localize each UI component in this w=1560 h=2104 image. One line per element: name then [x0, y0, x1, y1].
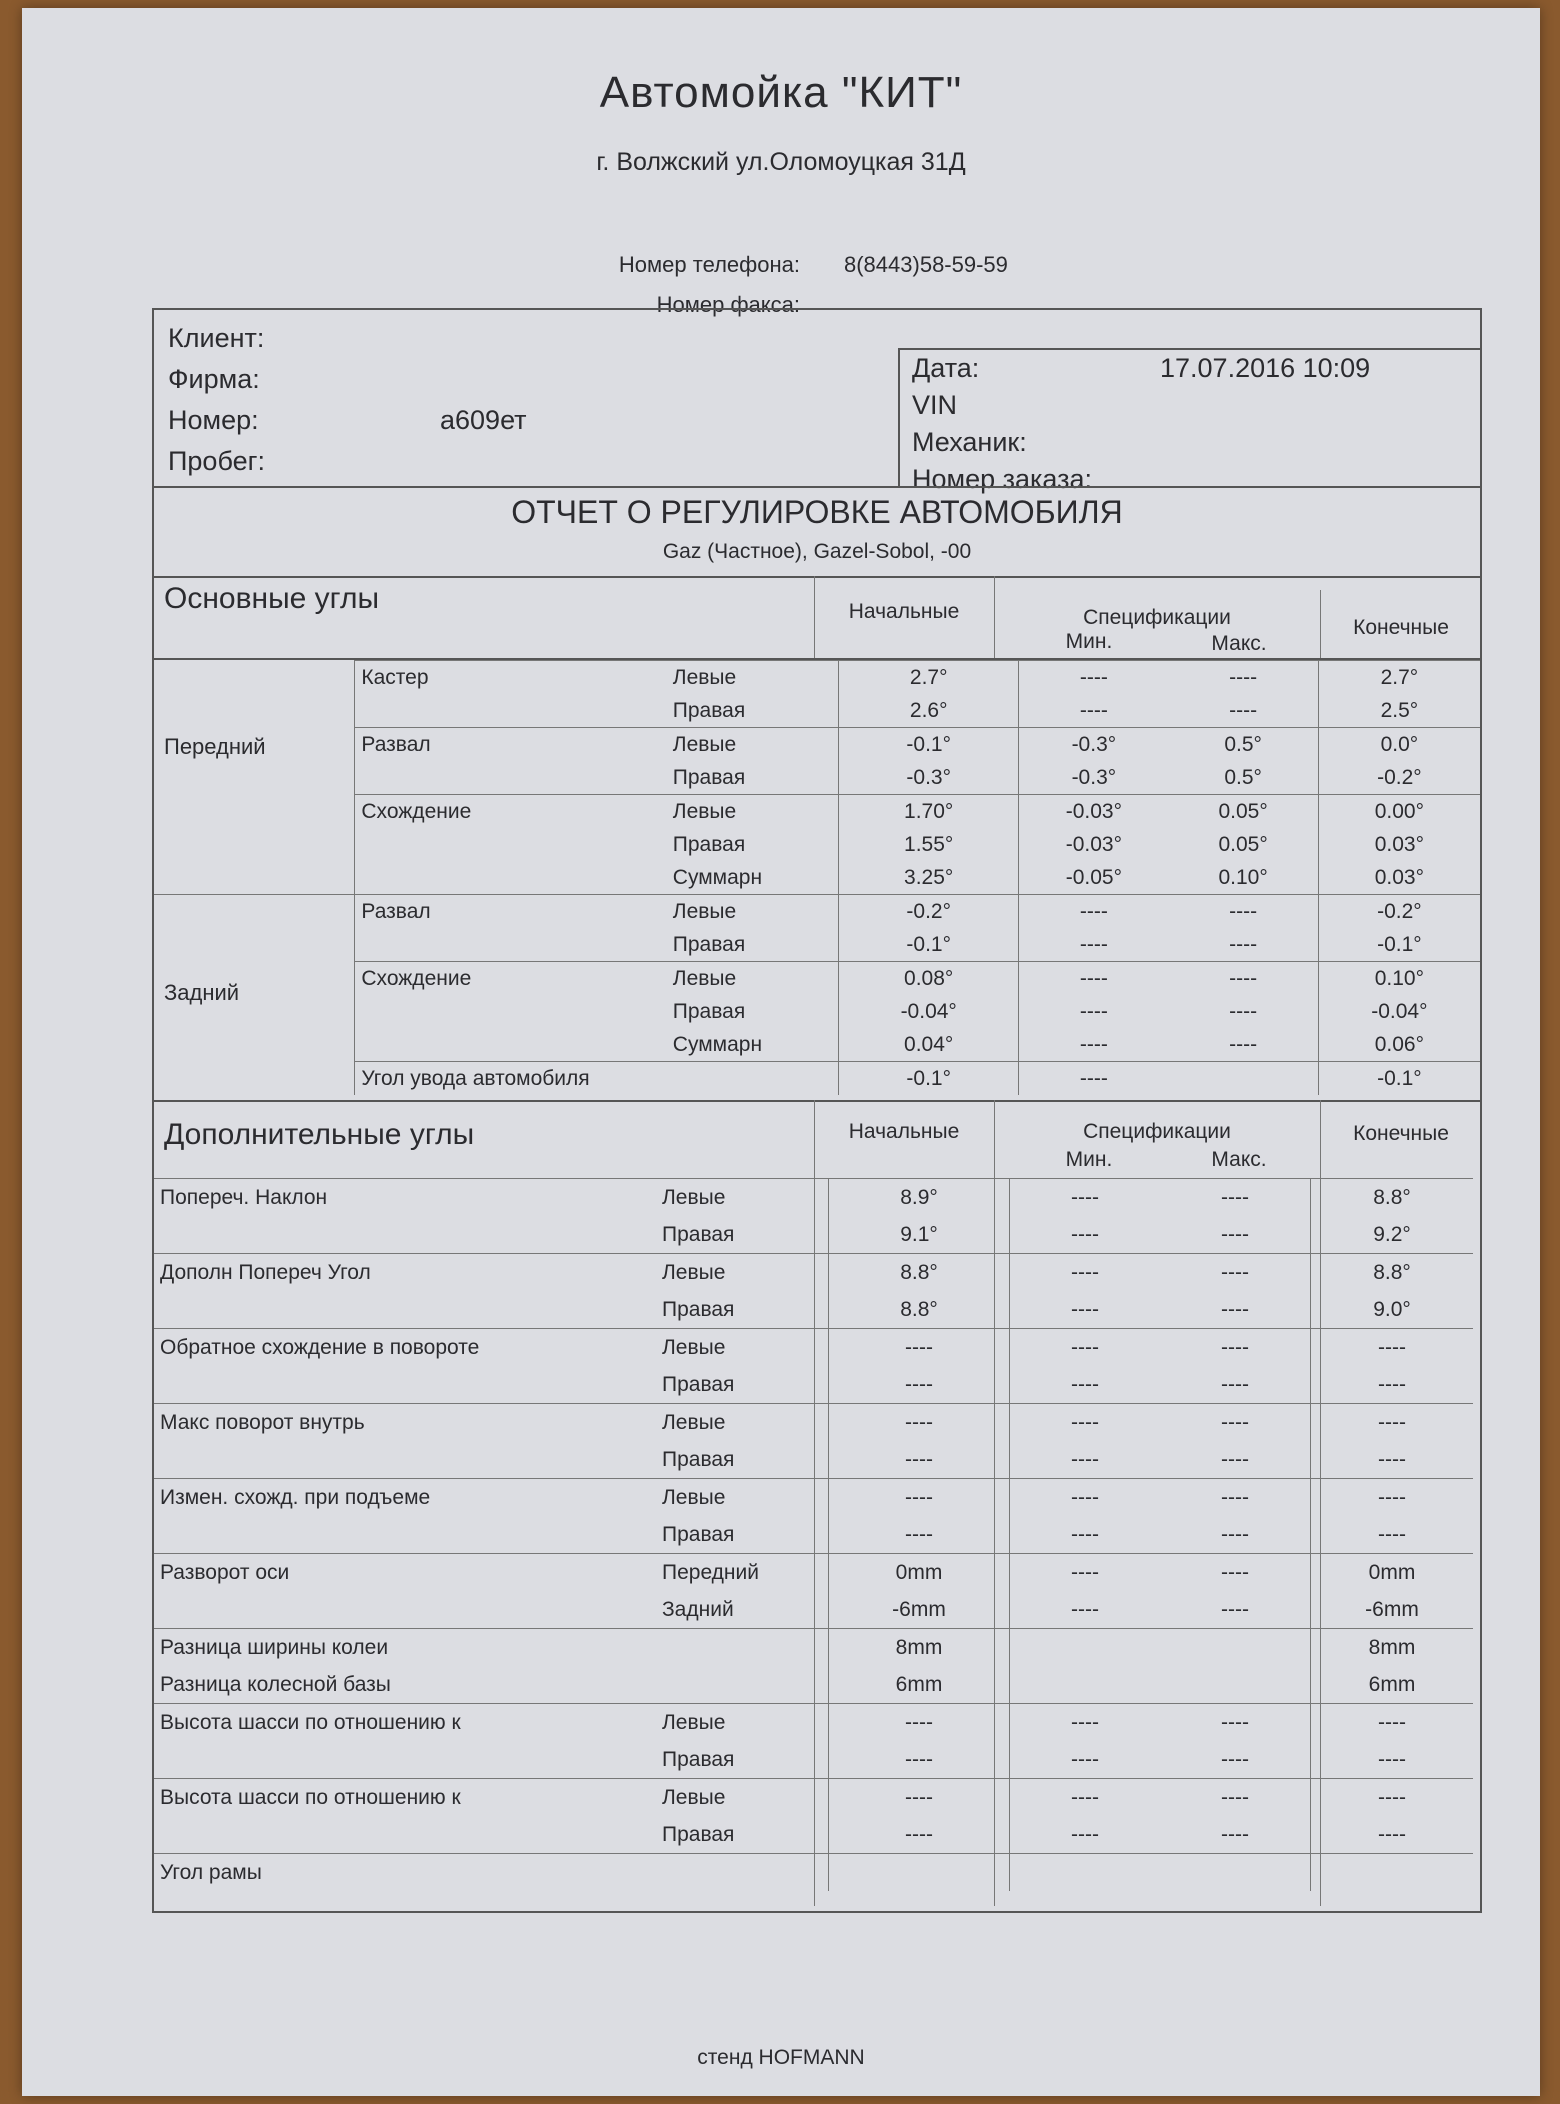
group-cell [154, 962, 355, 996]
initial-value: ---- [829, 1366, 1010, 1404]
spec-max-value: ---- [1160, 1291, 1311, 1329]
table-row [154, 1028, 1480, 1062]
table-row [154, 995, 1480, 1028]
final-value: ---- [1378, 1823, 1406, 1846]
final-value: ---- [1311, 1329, 1474, 1367]
spec-max-value: ---- [1169, 928, 1319, 962]
side-label [667, 1062, 839, 1096]
initial-value: ---- [829, 1516, 1010, 1554]
table-row [154, 1254, 1473, 1292]
spec-max-value: ---- [1160, 1516, 1311, 1554]
angle-name: Схождение [355, 795, 667, 829]
final-value [1311, 1854, 1474, 1892]
angle-name [154, 1516, 656, 1554]
extra-col-initial-header: Начальные [848, 1120, 960, 1143]
table-row [154, 1704, 1473, 1742]
spec-min-value [1010, 1854, 1161, 1892]
final-value: ---- [1378, 1448, 1406, 1471]
final-value: 2.7° [1318, 661, 1480, 695]
angle-name: Дополн Попереч Угол [154, 1254, 656, 1292]
side-label: Левые [667, 728, 839, 762]
spec-min-value [1010, 1666, 1161, 1704]
col-final-header: Конечные [1353, 616, 1449, 639]
side-label: Правая [667, 828, 839, 861]
extra-angles-table [154, 1178, 1473, 1891]
table-row [154, 728, 1480, 762]
spec-max-value: ---- [1160, 1179, 1311, 1217]
initial-value: ---- [829, 1741, 1010, 1779]
table-row [154, 962, 1480, 996]
extra-col-max-header: Макс. [1211, 1148, 1267, 1171]
table-row [154, 1291, 1473, 1329]
spec-min-value: ---- [1019, 895, 1169, 929]
angle-name: Угол увода автомобиля [355, 1062, 667, 1096]
spec-min-value: ---- [1010, 1404, 1161, 1442]
angle-name: Попереч. Наклон [154, 1179, 656, 1217]
spec-min-value: ---- [1010, 1479, 1161, 1517]
table-row [154, 1591, 1473, 1629]
table-row [154, 1441, 1473, 1479]
spec-max-value: ---- [1160, 1554, 1311, 1592]
angle-name: Угол рамы [154, 1854, 656, 1892]
spec-max-value: ---- [1160, 1441, 1311, 1479]
angle-name [154, 1291, 656, 1329]
spec-max-value: ---- [1160, 1591, 1311, 1629]
initial-value: ---- [829, 1441, 1010, 1479]
spec-min-value: ---- [1079, 699, 1108, 722]
angle-name [154, 1816, 656, 1854]
table-row [154, 1854, 1473, 1892]
table-row [154, 1329, 1473, 1367]
table-row [154, 761, 1480, 795]
angle-name [355, 761, 667, 795]
table-row [154, 895, 1480, 929]
table-row [154, 1179, 1473, 1217]
spec-max-value: ---- [1169, 694, 1319, 728]
side-label: Левые [667, 962, 839, 996]
angle-name [154, 1441, 656, 1479]
spec-max-value: ---- [1160, 1366, 1311, 1404]
main-section-title: Основные углы [164, 582, 380, 615]
initial-value: 8.8° [829, 1291, 1010, 1329]
mechanic-label: Механик: [912, 427, 1027, 457]
table-row [154, 1741, 1473, 1779]
group-cell [154, 1062, 355, 1096]
initial-value: -6mm [829, 1591, 1010, 1629]
spec-min-value: ---- [1010, 1554, 1161, 1592]
final-value: -0.1° [1318, 1062, 1480, 1096]
final-value: 8mm [1311, 1629, 1474, 1667]
final-value: 0mm [1311, 1554, 1474, 1592]
client-info [168, 318, 527, 482]
vin-label: VIN [912, 390, 958, 420]
order-info [898, 348, 1482, 494]
final-value: -0.2° [1318, 895, 1480, 929]
extra-col-final-header: Конечные [1353, 1122, 1449, 1145]
initial-value: -0.2° [839, 895, 1019, 929]
col-spec-header: Спецификации [1083, 606, 1231, 629]
order-label: Номер заказа: [912, 464, 1093, 494]
initial-value: ---- [829, 1779, 1010, 1817]
spec-min-value: ---- [1071, 1448, 1099, 1471]
final-value: 0.03° [1374, 833, 1425, 856]
side-label: Суммарн [667, 861, 839, 895]
table-row [154, 1629, 1473, 1667]
angle-name [154, 1366, 656, 1404]
firm-label: Фирма: [168, 364, 260, 394]
date-value: 17.07.2016 10:09 [1160, 353, 1371, 383]
side-label: Левые [656, 1779, 829, 1817]
divider [154, 486, 1480, 488]
angle-name [355, 1028, 667, 1062]
side-label: Правая [667, 694, 839, 728]
side-label [656, 1629, 829, 1667]
initial-value: 1.70° [839, 795, 1019, 829]
spec-min-value: ---- [1010, 1254, 1161, 1292]
col-initial-header: Начальные [848, 600, 960, 623]
initial-value: 6mm [829, 1666, 1010, 1704]
initial-value: 9.1° [829, 1216, 1010, 1254]
initial-value: ---- [829, 1404, 1010, 1442]
client-label: Клиент: [168, 323, 265, 353]
initial-value: -0.1° [839, 928, 1019, 962]
final-value: ---- [1378, 1373, 1406, 1396]
angle-name: Схождение [355, 962, 667, 996]
divider [154, 1100, 1480, 1102]
final-value: -6mm [1365, 1598, 1419, 1621]
spec-max-value: ---- [1169, 661, 1319, 695]
spec-min-value: -0.3° [1019, 728, 1169, 762]
side-label: Правая [667, 761, 839, 795]
spec-min-value: ---- [1071, 1823, 1099, 1846]
final-value: ---- [1311, 1404, 1474, 1442]
spec-min-value: ---- [1079, 1033, 1108, 1056]
spec-min-value: ---- [1079, 1000, 1108, 1023]
table-row [154, 1062, 1480, 1096]
spec-max-value [1160, 1666, 1311, 1704]
final-value: 0.10° [1318, 962, 1480, 996]
spec-min-value: -0.05° [1065, 866, 1122, 889]
angle-name [154, 1591, 656, 1629]
report-frame [152, 308, 1482, 1913]
side-label: Передний [656, 1554, 829, 1592]
spec-max-value: 0.5° [1169, 728, 1319, 762]
group-cell [154, 761, 355, 795]
spec-min-value: -0.03° [1065, 833, 1122, 856]
final-value: 9.2° [1373, 1223, 1411, 1246]
final-value: ---- [1311, 1779, 1474, 1817]
group-cell [154, 795, 355, 829]
final-value: ---- [1311, 1704, 1474, 1742]
final-value: ---- [1378, 1523, 1406, 1546]
spec-min-value: ---- [1071, 1598, 1099, 1621]
final-value: -0.2° [1377, 766, 1422, 789]
spec-max-value: ---- [1160, 1741, 1311, 1779]
spec-max-value: 0.10° [1169, 861, 1319, 895]
table-row [154, 1554, 1473, 1592]
side-label [656, 1854, 829, 1892]
side-label: Левые [656, 1254, 829, 1292]
side-label: Правая [656, 1366, 829, 1404]
angle-name [355, 861, 667, 895]
angle-name: Разница ширины колеи [154, 1629, 656, 1667]
angle-name: Обратное схождение в повороте [154, 1329, 656, 1367]
angle-name [355, 694, 667, 728]
date-label: Дата: [912, 353, 980, 383]
group-cell [154, 828, 355, 861]
side-label: Левые [667, 795, 839, 829]
side-label: Левые [656, 1179, 829, 1217]
angle-name: Высота шасси по отношению к [154, 1779, 656, 1817]
initial-value: 8.8° [829, 1254, 1010, 1292]
group-cell [154, 728, 355, 762]
spec-max-value [1160, 1854, 1311, 1892]
spec-max-value: ---- [1169, 895, 1319, 929]
side-label: Правая [656, 1816, 829, 1854]
spec-min-value: ---- [1010, 1779, 1161, 1817]
spec-max-value [1169, 1062, 1319, 1096]
spec-max-value: ---- [1160, 1216, 1311, 1254]
spec-min-value: ---- [1071, 1298, 1099, 1321]
table-row [154, 928, 1480, 962]
angle-name: Кастер [355, 661, 667, 695]
spec-max-value: ---- [1160, 1779, 1311, 1817]
angle-name [154, 1216, 656, 1254]
spec-max-value: 0.05° [1169, 828, 1319, 861]
divider [154, 576, 1480, 578]
side-label: Левые [656, 1704, 829, 1742]
spec-max-value: ---- [1169, 1028, 1319, 1062]
report-title: ОТЧЕТ О РЕГУЛИРОВКЕ АВТОМОБИЛЯ [511, 494, 1123, 530]
spec-max-value: 0.05° [1169, 795, 1319, 829]
side-label: Правая [656, 1291, 829, 1329]
table-row [154, 795, 1480, 829]
side-label: Суммарн [667, 1028, 839, 1062]
group-cell [154, 995, 355, 1028]
col-max-header: Макс. [1211, 632, 1267, 655]
side-label: Левые [656, 1479, 829, 1517]
spec-max-value: ---- [1169, 995, 1319, 1028]
initial-value: 8mm [829, 1629, 1010, 1667]
mileage-label: Пробег: [168, 446, 265, 476]
final-value: 9.0° [1373, 1298, 1411, 1321]
angle-name: Измен. схожд. при подъеме [154, 1479, 656, 1517]
spec-max-value: ---- [1160, 1816, 1311, 1854]
spec-max-value: ---- [1160, 1479, 1311, 1517]
spec-min-value: ---- [1019, 962, 1169, 996]
spec-max-value [1160, 1629, 1311, 1667]
stand-label: стенд HOFMANN [697, 2046, 865, 2069]
number-value: а609ет [440, 405, 527, 435]
final-value: 0.0° [1318, 728, 1480, 762]
table-row [154, 1816, 1473, 1854]
side-label: Левые [667, 895, 839, 929]
angle-name [355, 928, 667, 962]
front-group-label: Передний [164, 734, 266, 759]
side-label: Правая [656, 1516, 829, 1554]
spec-min-value: ---- [1019, 661, 1169, 695]
initial-value: ---- [829, 1479, 1010, 1517]
extra-col-spec-header: Спецификации [1083, 1120, 1231, 1143]
phone-value: 8(8443)58-59-59 [844, 252, 1008, 277]
table-row [154, 1516, 1473, 1554]
spec-min-value: ---- [1010, 1179, 1161, 1217]
rear-group-label: Задний [164, 980, 240, 1005]
initial-value: 0.04° [839, 1028, 1019, 1062]
angle-name [355, 828, 667, 861]
final-value: 0.03° [1374, 866, 1425, 889]
spec-min-value: ---- [1019, 1062, 1169, 1096]
initial-value: -0.3° [839, 761, 1019, 795]
initial-value: ---- [829, 1816, 1010, 1854]
group-cell [154, 928, 355, 962]
side-label: Правая [656, 1216, 829, 1254]
fax-label: Номер факса: [656, 292, 800, 317]
final-value: ---- [1311, 1479, 1474, 1517]
table-row [154, 828, 1480, 861]
initial-value: ---- [829, 1329, 1010, 1367]
side-label: Правая [667, 995, 839, 1028]
final-value: 2.5° [1380, 699, 1419, 722]
number-label: Номер: [168, 405, 259, 435]
initial-value: 8.9° [829, 1179, 1010, 1217]
angle-name: Высота шасси по отношению к [154, 1704, 656, 1742]
final-value: 0.00° [1318, 795, 1480, 829]
spec-min-value: ---- [1071, 1748, 1099, 1771]
angle-name: Макс поворот внутрь [154, 1404, 656, 1442]
extra-section-title: Дополнительные углы [164, 1118, 475, 1151]
table-row [154, 661, 1480, 695]
report-sheet [22, 8, 1540, 2096]
spec-min-value: ---- [1010, 1329, 1161, 1367]
angle-name: Разворот оси [154, 1554, 656, 1592]
group-cell [154, 1028, 355, 1062]
group-cell [154, 694, 355, 728]
spec-min-value: ---- [1071, 1223, 1099, 1246]
phone-label: Номер телефона: [618, 252, 800, 277]
final-value: 0.06° [1374, 1033, 1425, 1056]
initial-value: 1.55° [839, 828, 1019, 861]
final-value: 6mm [1368, 1673, 1416, 1696]
final-value: 8.8° [1311, 1254, 1474, 1292]
table-row [154, 1479, 1473, 1517]
side-label: Задний [656, 1591, 829, 1629]
col-min-header: Мин. [1065, 630, 1113, 653]
extra-col-min-header: Мин. [1065, 1148, 1113, 1171]
spec-min-value: -0.3° [1071, 766, 1117, 789]
spec-max-value: ---- [1160, 1329, 1311, 1367]
table-row [154, 694, 1480, 728]
angle-name: Разница колесной базы [160, 1673, 391, 1696]
table-row [154, 1404, 1473, 1442]
final-value: -0.04° [1371, 1000, 1428, 1023]
spec-max-value: ---- [1160, 1704, 1311, 1742]
spec-max-value: 0.5° [1169, 761, 1319, 795]
angle-name: Развал [355, 728, 667, 762]
spec-min-value: -0.03° [1019, 795, 1169, 829]
table-row [154, 1216, 1473, 1254]
side-label: Левые [656, 1329, 829, 1367]
angle-name [355, 995, 667, 1028]
spec-max-value: ---- [1160, 1254, 1311, 1292]
final-value: ---- [1378, 1748, 1406, 1771]
initial-value: 0.08° [839, 962, 1019, 996]
initial-value: -0.1° [839, 1062, 1019, 1096]
side-label: Правая [656, 1741, 829, 1779]
spec-max-value: ---- [1169, 962, 1319, 996]
initial-value: 3.25° [839, 861, 1019, 895]
spec-min-value: ---- [1071, 1373, 1099, 1396]
table-row [154, 1666, 1473, 1704]
initial-value: 2.6° [839, 694, 1019, 728]
final-value: -0.1° [1377, 933, 1422, 956]
initial-value: ---- [829, 1704, 1010, 1742]
side-label: Левые [656, 1404, 829, 1442]
spec-min-value: ---- [1071, 1523, 1099, 1546]
table-row [154, 1366, 1473, 1404]
initial-value: 2.7° [839, 661, 1019, 695]
vehicle-description: Gaz (Частное), Gazel-Sobol, -00 [662, 540, 972, 563]
initial-value: 0mm [829, 1554, 1010, 1592]
side-label: Правая [667, 928, 839, 962]
side-label: Левые [667, 661, 839, 695]
group-cell [154, 861, 355, 895]
spec-min-value [1010, 1629, 1161, 1667]
main-angles-table [154, 660, 1480, 1095]
spec-min-value: ---- [1079, 933, 1108, 956]
shop-name: Автомойка "КИТ" [599, 68, 963, 117]
angle-name: Развал [355, 895, 667, 929]
initial-value: -0.04° [839, 995, 1019, 1028]
table-row [154, 861, 1480, 895]
angle-name [154, 1741, 656, 1779]
side-label: Правая [656, 1441, 829, 1479]
side-label [656, 1666, 829, 1704]
spec-max-value: ---- [1160, 1404, 1311, 1442]
table-row [154, 1779, 1473, 1817]
group-cell [154, 661, 355, 695]
group-cell [154, 895, 355, 929]
spec-min-value: ---- [1010, 1704, 1161, 1742]
shop-address: г. Волжский ул.Оломоуцкая 31Д [596, 148, 966, 176]
initial-value: -0.1° [839, 728, 1019, 762]
initial-value [829, 1854, 1010, 1892]
final-value: 8.8° [1311, 1179, 1474, 1217]
